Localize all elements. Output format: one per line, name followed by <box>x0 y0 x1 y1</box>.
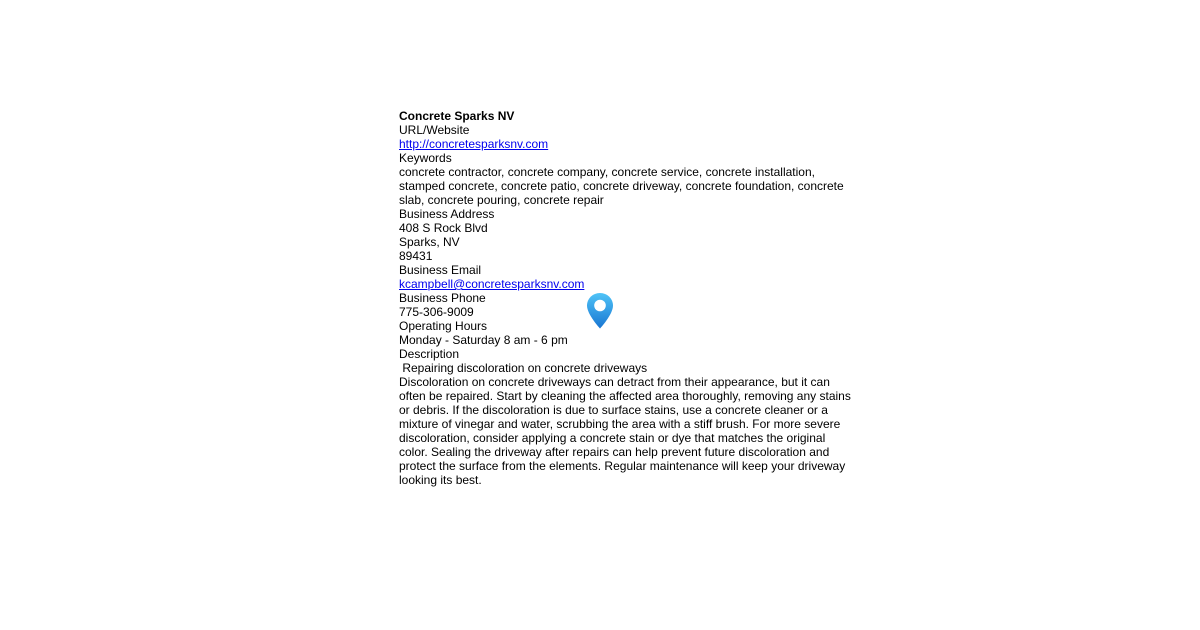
description-heading: Repairing discoloration on concrete driveways <box>399 361 648 375</box>
description-label: Description <box>399 347 460 361</box>
email-label: Business Email <box>399 263 482 277</box>
website-link[interactable]: http://concretesparksnv.com <box>399 137 549 151</box>
hours-label: Operating Hours <box>399 319 488 333</box>
keywords-text: concrete contractor, concrete company, concrete service, concrete installation, stamped concrete, concrete patio, concrete driveway, concrete foundation, concrete slab, concrete pouring, concrete repair <box>399 165 844 207</box>
map-pin-icon[interactable] <box>584 292 616 330</box>
phone-label: Business Phone <box>399 291 486 305</box>
business-listing <box>399 109 851 487</box>
description-body: Discoloration on concrete driveways can detract from their appearance, but it can often be repaired. Start by cleaning the affected area thoroughly, removing any stains or debris. If the discoloration is due to surface stains, use a concrete cleaner or a mixture of vinegar and water, scrubbing the area with a stiff brush. For more severe discoloration, consider applying a concrete stain or dye that matches the original color. Sealing the driveway after repairs can help prevent future discoloration and protect the surface from the elements. Regular maintenance will keep your driveway looking its best. <box>399 375 851 487</box>
hours-text: Monday - Saturday 8 am - 6 pm <box>399 333 568 347</box>
address-zip: 89431 <box>399 249 433 263</box>
email-link[interactable]: kcampbell@concretesparksnv.com <box>399 277 585 291</box>
url-label: URL/Website <box>399 123 470 137</box>
keywords-label: Keywords <box>399 151 452 165</box>
address-city-state: Sparks, NV <box>399 235 460 249</box>
address-street: 408 S Rock Blvd <box>399 221 488 235</box>
business-name: Concrete Sparks NV <box>399 109 515 123</box>
address-label: Business Address <box>399 207 495 221</box>
phone-number: 775-306-9009 <box>399 305 474 319</box>
